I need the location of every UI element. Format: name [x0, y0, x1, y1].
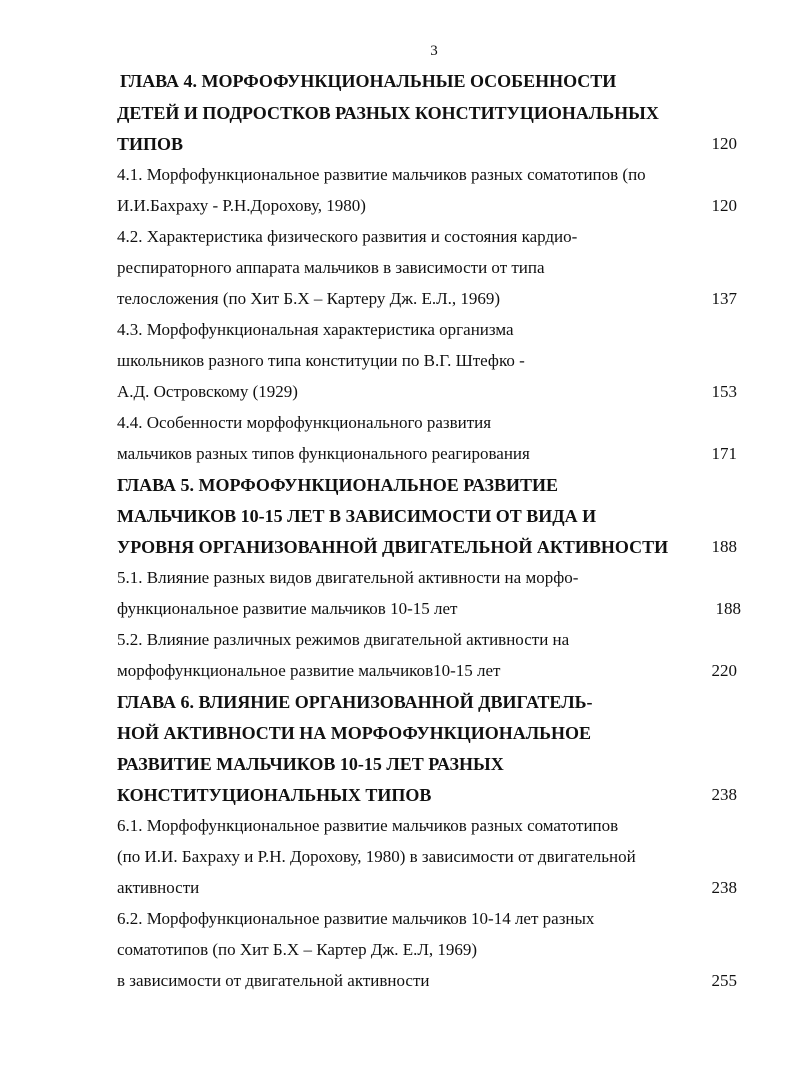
toc-text: ГЛАВА 5. МОРФОФУНКЦИОНАЛЬНОЕ РАЗВИТИЕ — [117, 475, 559, 495]
chapter-5-heading-line-1 — [117, 472, 737, 498]
toc-page-number: 188 — [715, 599, 741, 618]
section-6-2-line-2 — [117, 937, 737, 963]
section-4-2-line-1 — [117, 224, 737, 250]
section-6-2-line-1 — [117, 906, 737, 932]
section-4-4-line-2 — [117, 441, 737, 467]
toc-text: функциональное развитие мальчиков 10-15 лет — [117, 599, 458, 618]
toc-text: 4.4. Особенности морфофункционального развития — [117, 413, 492, 432]
toc-text: УРОВНЯ ОРГАНИЗОВАННОЙ ДВИГАТЕЛЬНОЙ АКТИВНОСТИ — [117, 537, 669, 557]
section-4-1-line-2 — [117, 193, 737, 219]
toc-text: ГЛАВА 4. МОРФОФУНКЦИОНАЛЬНЫЕ ОСОБЕННОСТИ — [120, 71, 617, 91]
chapter-4-heading-line-2 — [117, 100, 737, 126]
section-6-2-line-3 — [117, 968, 737, 994]
section-4-4-line-1 — [117, 410, 737, 436]
toc-text: активности — [117, 878, 200, 897]
toc-page-number: 120 — [711, 196, 737, 215]
toc-text: 4.1. Морфофункциональное развитие мальчиков разных соматотипов (по — [117, 165, 646, 184]
toc-text: 4.3. Морфофункциональная характеристика организма — [117, 320, 514, 339]
section-5-1-line-1 — [117, 565, 737, 591]
section-4-2-line-3 — [117, 286, 737, 312]
toc-text: (по И.И. Бахраху и Р.Н. Дорохову, 1980) в зависимости от двигательной — [117, 847, 636, 866]
chapter-6-heading-line-3 — [117, 751, 737, 777]
toc-text: 5.1. Влияние разных видов двигательной активности на морфо- — [117, 568, 579, 587]
toc-text: 5.2. Влияние различных режимов двигательной активности на — [117, 630, 570, 649]
toc-page-number: 220 — [711, 661, 737, 680]
toc-text: морфофункциональное развитие мальчиков10-15 лет — [117, 661, 501, 680]
toc-text: НОЙ АКТИВНОСТИ НА МОРФОФУНКЦИОНАЛЬНОЕ — [117, 723, 592, 743]
toc-text: мальчиков разных типов функционального реагирования — [117, 444, 530, 463]
section-6-1-line-1 — [117, 813, 737, 839]
toc-text: ДЕТЕЙ И ПОДРОСТКОВ РАЗНЫХ КОНСТИТУЦИОНАЛЬНЫХ — [117, 103, 659, 123]
toc-text: 6.2. Морфофункциональное развитие мальчиков 10-14 лет разных — [117, 909, 595, 928]
toc-page-number: 171 — [711, 444, 737, 463]
toc-text: ГЛАВА 6. ВЛИЯНИЕ ОРГАНИЗОВАННОЙ ДВИГАТЕЛЬ- — [117, 692, 593, 712]
section-4-1-line-1 — [117, 162, 737, 188]
toc-text: МАЛЬЧИКОВ 10-15 ЛЕТ В ЗАВИСИМОСТИ ОТ ВИДА И — [117, 506, 597, 526]
toc-page-number: 120 — [711, 134, 737, 153]
toc-text: КОНСТИТУЦИОНАЛЬНЫХ ТИПОВ — [117, 785, 432, 805]
section-5-2-line-1 — [117, 627, 737, 653]
section-4-2-line-2 — [117, 255, 737, 281]
chapter-5-heading-line-2 — [117, 503, 737, 529]
chapter-6-heading-line-2 — [117, 720, 737, 746]
toc-text: РАЗВИТИЕ МАЛЬЧИКОВ 10-15 ЛЕТ РАЗНЫХ — [117, 754, 504, 774]
page-number: 3 — [430, 43, 438, 59]
section-6-1-line-3 — [117, 875, 737, 901]
chapter-6-heading-line-1 — [117, 689, 737, 715]
section-6-1-line-2 — [117, 844, 737, 870]
toc-text: А.Д. Островскому (1929) — [117, 382, 298, 401]
toc-page-number: 137 — [711, 289, 737, 308]
section-5-1-line-2 — [117, 596, 741, 622]
toc-text: респираторного аппарата мальчиков в зависимости от типа — [117, 258, 545, 277]
toc-page-number: 238 — [711, 878, 737, 897]
section-4-3-line-1 — [117, 317, 737, 343]
toc-text: в зависимости от двигательной активности — [117, 971, 430, 990]
toc-text: телосложения (по Хит Б.Х – Картеру Дж. Е.Л., 1969) — [117, 289, 501, 308]
section-4-3-line-3 — [117, 379, 737, 405]
chapter-4-heading-line-1 — [120, 68, 740, 94]
toc-text: 6.1. Морфофункциональное развитие мальчиков разных соматотипов — [117, 816, 619, 835]
toc-text: ТИПОВ — [117, 134, 184, 154]
section-5-2-line-2 — [117, 658, 737, 684]
toc-page-number: 255 — [711, 971, 737, 990]
toc-text: 4.2. Характеристика физического развития и состояния кардио- — [117, 227, 578, 246]
chapter-4-heading-line-3 — [117, 131, 737, 157]
chapter-6-heading-line-4 — [117, 782, 737, 808]
toc-text: соматотипов (по Хит Б.Х – Картер Дж. Е.Л, 1969) — [117, 940, 478, 959]
toc-text: И.И.Бахраху - Р.Н.Дорохову, 1980) — [117, 196, 366, 215]
section-4-3-line-2 — [117, 348, 737, 374]
toc-page-number: 153 — [711, 382, 737, 401]
chapter-5-heading-line-3 — [117, 534, 737, 560]
toc-text: школьников разного типа конституции по В.Г. Штефко - — [117, 351, 525, 370]
toc-page-number: 188 — [711, 537, 737, 556]
toc-page-number: 238 — [711, 785, 737, 804]
